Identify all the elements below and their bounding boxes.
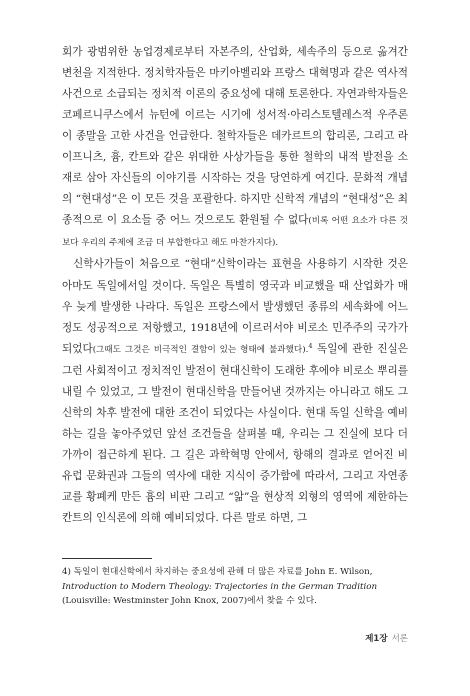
paragraph-1-parenthetical: (비록 어떤 요소가 다른 것보다 우리의 주제에 조금 더 부합한다고 해도 마찬가지다). <box>62 216 409 249</box>
paragraph-1 <box>62 42 408 254</box>
footnote <box>62 565 408 609</box>
paragraph-2-parenthetical: (그때도 그것은 비극적인 결함이 있는 형태에 불과했다). <box>92 344 309 355</box>
chapter-number: 제1장 <box>365 634 388 644</box>
footnote-book-title: Introduction to Modern Theology: Trajectories in the German Tradition <box>62 581 378 592</box>
footnote-text-a: 독일이 현대신학에서 차지하는 중요성에 관해 더 많은 자료를 John E. Wilson, <box>70 567 373 577</box>
footnote-marker: 4 <box>308 341 313 350</box>
running-footer <box>365 632 408 644</box>
paragraph-2 <box>62 254 408 529</box>
footnote-divider <box>62 558 152 559</box>
paragraph-1-text: 회가 광범위한 농업경제로부터 자본주의, 산업화, 세속주의 등으로 옮겨간 변천을 지적한다. 정치학자들은 마키아벨리와 프랑스 대혁명과 같은 역사적 사건으로 소급되는 정치적 이론의 중요성에 대해 토론한다. 자연과학자들은 코페르니쿠스에서 뉴턴에 이르는 시기에 성서적·아리스토텔레스적 우주론이 종말을 고한 사건을 언급한다. 철학자들은 데카르트의 합리론, 그리고 라이프니츠, 흄, 칸트와 같은 위대한 사상가들을 통한 철학의 내적 발전을 소재로 삼아 자신들의 이야기를 시작하는 것을 당연하게 여긴다. 문화적 개념의 “현대성”은 이 모든 것을 포괄한다. 하지만 신학적 개념의 “현대성”은 최종적으로 이 요소들 중 어느 것으로도 환원될 수 없다 <box>62 46 408 227</box>
body-text <box>62 42 408 529</box>
paragraph-2-text-a: 신학사가들이 처음으로 “현대”신학이라는 표현을 사용하기 시작한 것은 아마도 독일에서일 것이다. 독일은 특별히 영국과 비교했을 때 산업화가 매우 늦게 발생한 나라다. 독일은 프랑스에서 발생했던 종류의 세속화에 어느 정도 성공적으로 저항했고, 1918년에 이르러서야 비로소 민주주의 국가가 되었다 <box>62 258 408 355</box>
footnote-number: 4) <box>62 567 71 577</box>
chapter-title: 서론 <box>391 634 408 644</box>
paragraph-2-text-b: 독일에 관한 진실은 그런 사회적이고 정치적인 발전이 현대신학이 도래한 후에야 비로소 뿌리를 내릴 수 있었고, 그 발전이 현대신학을 만들어낸 것까지는 아니라고 해도 그 신학의 차후 발전에 대한 조건이 되었다는 사실이다. 현대 독일 신학을 예비하는 길을 놓아주었던 앞선 조건들을 살펴볼 때, 우리는 그 진실에 보다 더 가까이 접근하게 된다. 그 길은 과학혁명 안에서, 항해의 결과로 얻어진 비유럽 문화권과 그들의 역사에 대한 지식이 증가함에 따라서, 그리고 자연종교를 황폐케 만든 흄의 비판 그리고 “앎”을 현상적 외형의 영역에 제한하는 칸트의 인식론에 의해 예비되었다. 다른 말로 하면, 그 <box>62 342 408 525</box>
footnote-text-b: (Louisville: Westminster John Knox, 2007)에서 찾을 수 있다. <box>62 596 317 606</box>
